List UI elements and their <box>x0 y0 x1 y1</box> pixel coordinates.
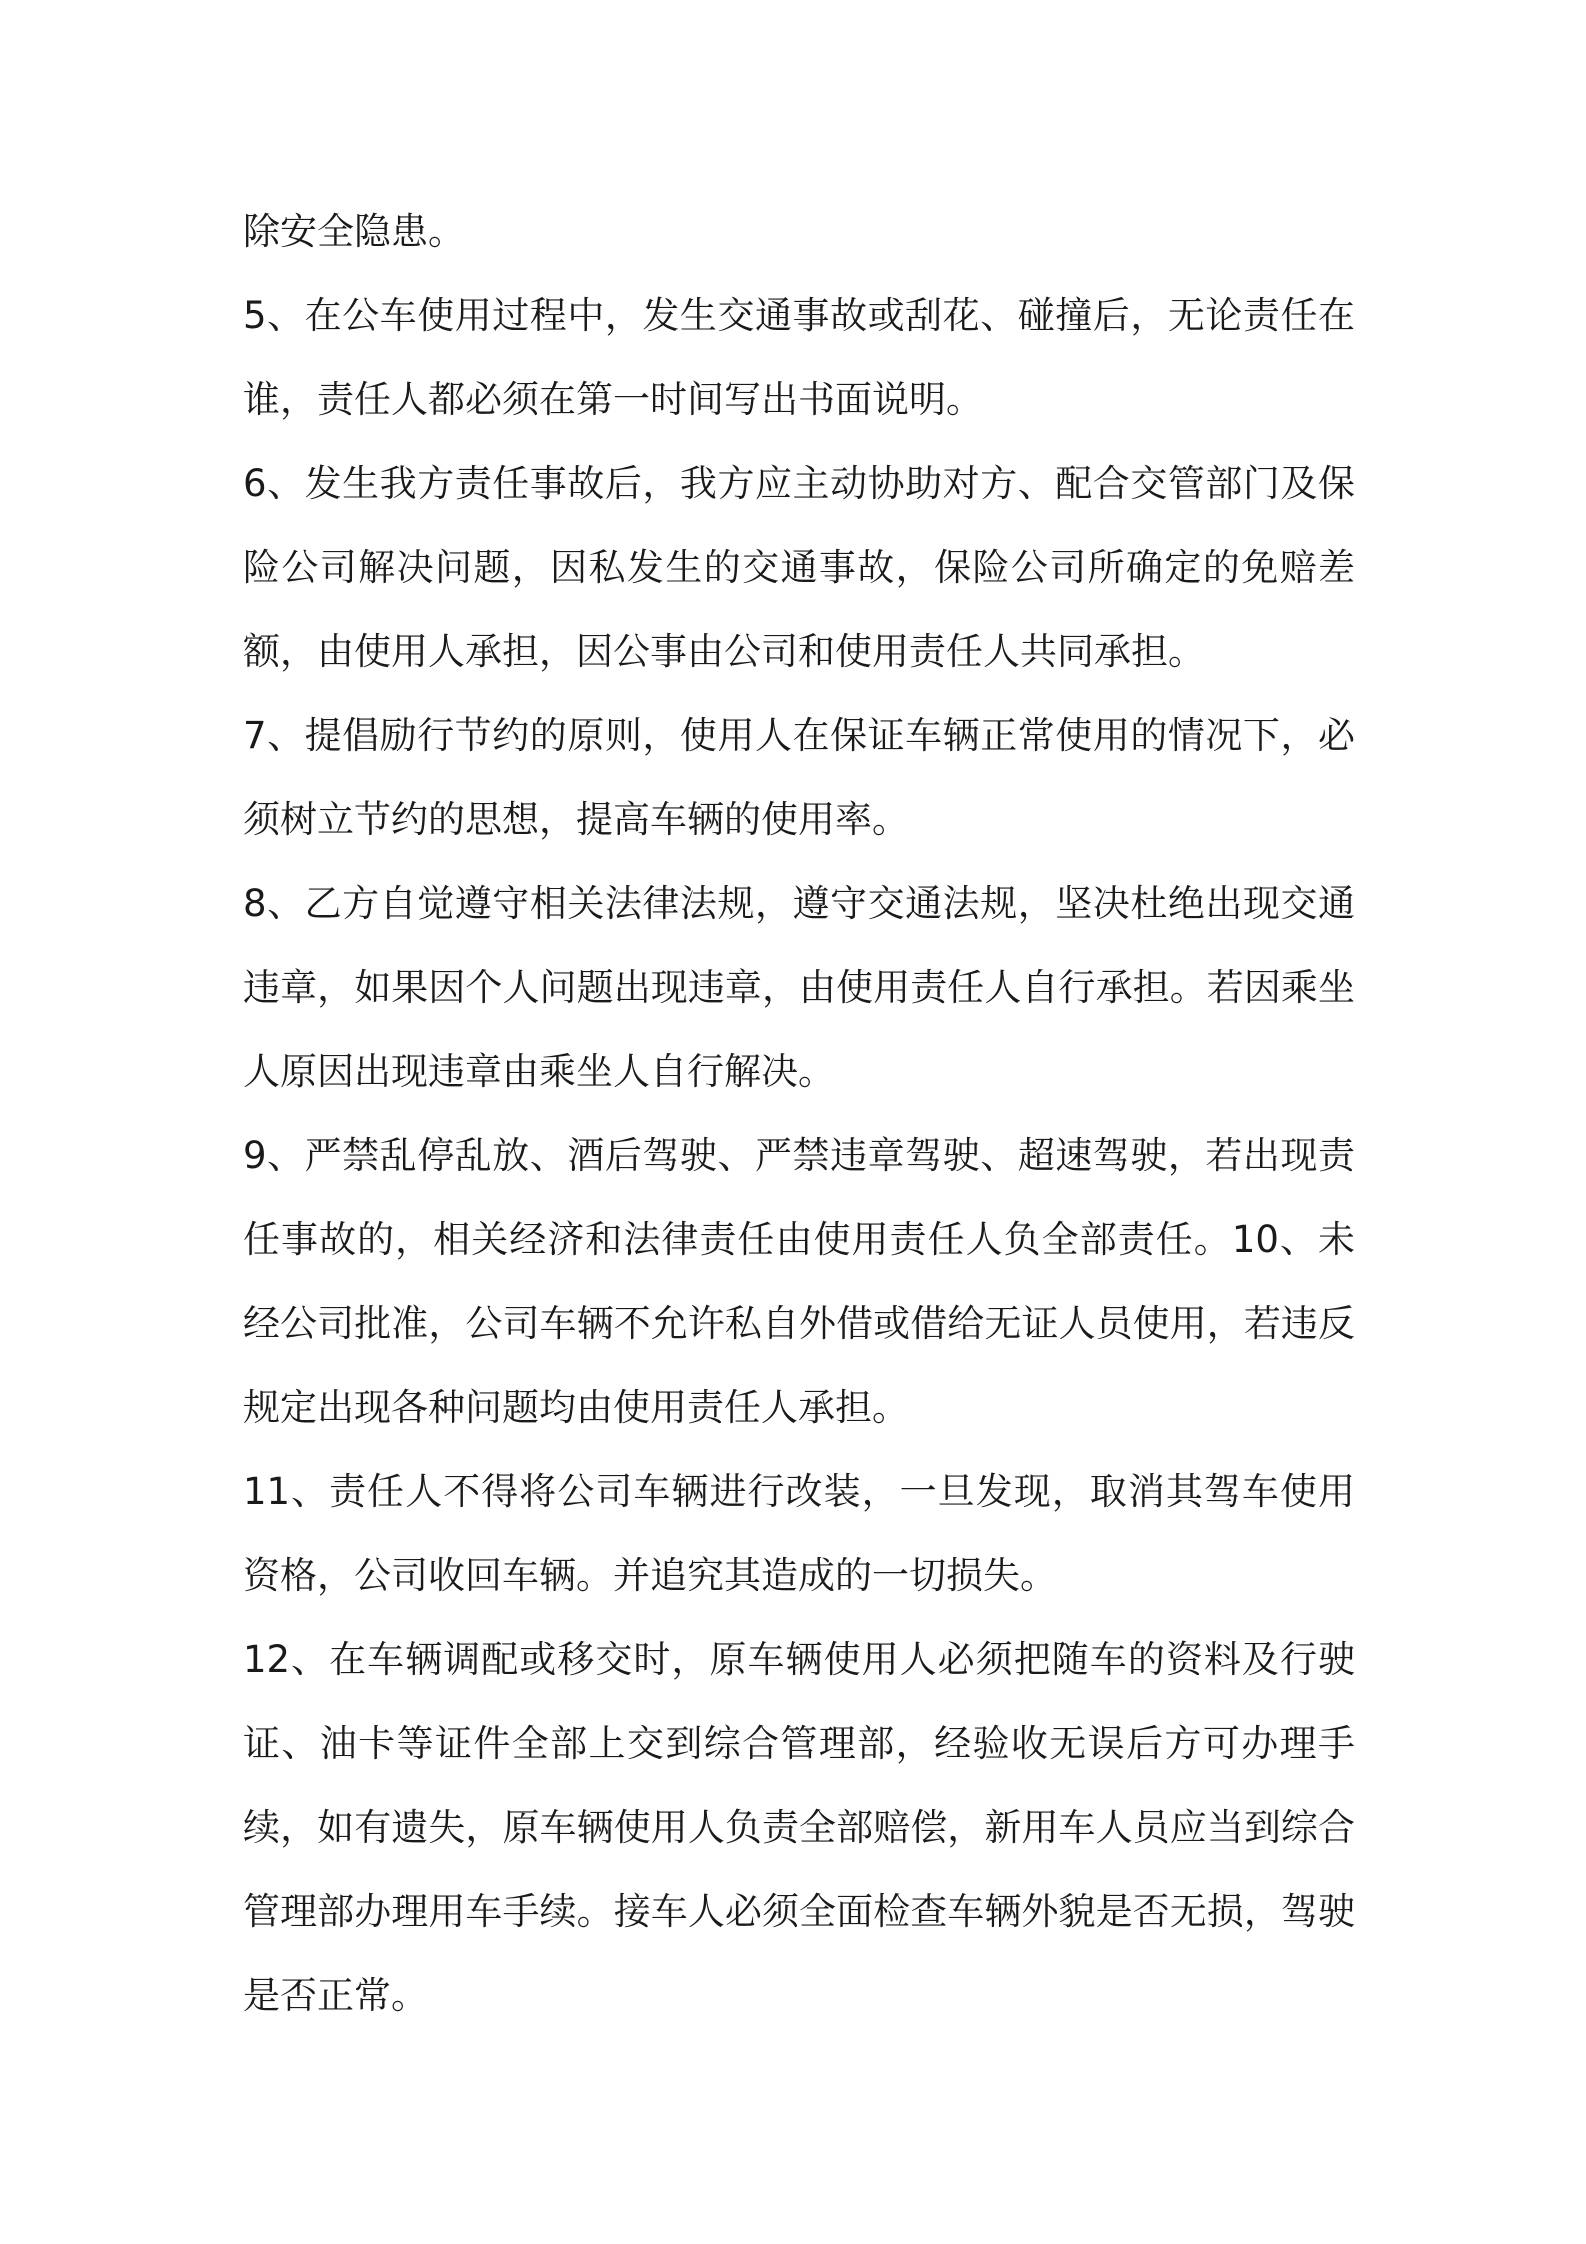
paragraph-clause-12: 12、在车辆调配或移交时，原车辆使用人必须把随车的资料及行驶证、油卡等证件全部上交到综合管理部，经验收无误后方可办理手续，如有遗失，原车辆使用人负责全部赔偿，新用车人员应当到综合管理部办理用车手续。接车人必须全面检查车辆外貌是否无损，驾驶是否正常。 <box>243 1638 1355 2017</box>
paragraph-clause-11: 11、责任人不得将公司车辆进行改装，一旦发现，取消其驾车使用资格，公司收回车辆。并追究其造成的一切损失。 <box>243 1470 1355 1597</box>
paragraph-clause-7: 7、提倡励行节约的原则，使用人在保证车辆正常使用的情况下，必须树立节约的思想，提高车辆的使用率。 <box>243 714 1355 841</box>
document-body <box>243 190 1355 2038</box>
paragraph-clause-9-10: 9、严禁乱停乱放、酒后驾驶、严禁违章驾驶、超速驾驶，若出现责任事故的，相关经济和法律责任由使用责任人负全部责任。10、未经公司批准，公司车辆不允许私自外借或借给无证人员使用，若违反规定出现各种问题均由使用责任人承担。 <box>243 1134 1355 1429</box>
paragraph-clause-8: 8、乙方自觉遵守相关法律法规，遵守交通法规，坚决杜绝出现交通违章，如果因个人问题出现违章，由使用责任人自行承担。若因乘坐人原因出现违章由乘坐人自行解决。 <box>243 882 1355 1093</box>
paragraph-continuation: 除安全隐患。 <box>243 210 465 253</box>
paragraph-clause-5: 5、在公车使用过程中，发生交通事故或刮花、碰撞后，无论责任在谁，责任人都必须在第一时间写出书面说明。 <box>243 294 1355 421</box>
paragraph-clause-6: 6、发生我方责任事故后，我方应主动协助对方、配合交管部门及保险公司解决问题，因私发生的交通事故，保险公司所确定的免赔差额，由使用人承担，因公事由公司和使用责任人共同承担。 <box>243 462 1355 673</box>
